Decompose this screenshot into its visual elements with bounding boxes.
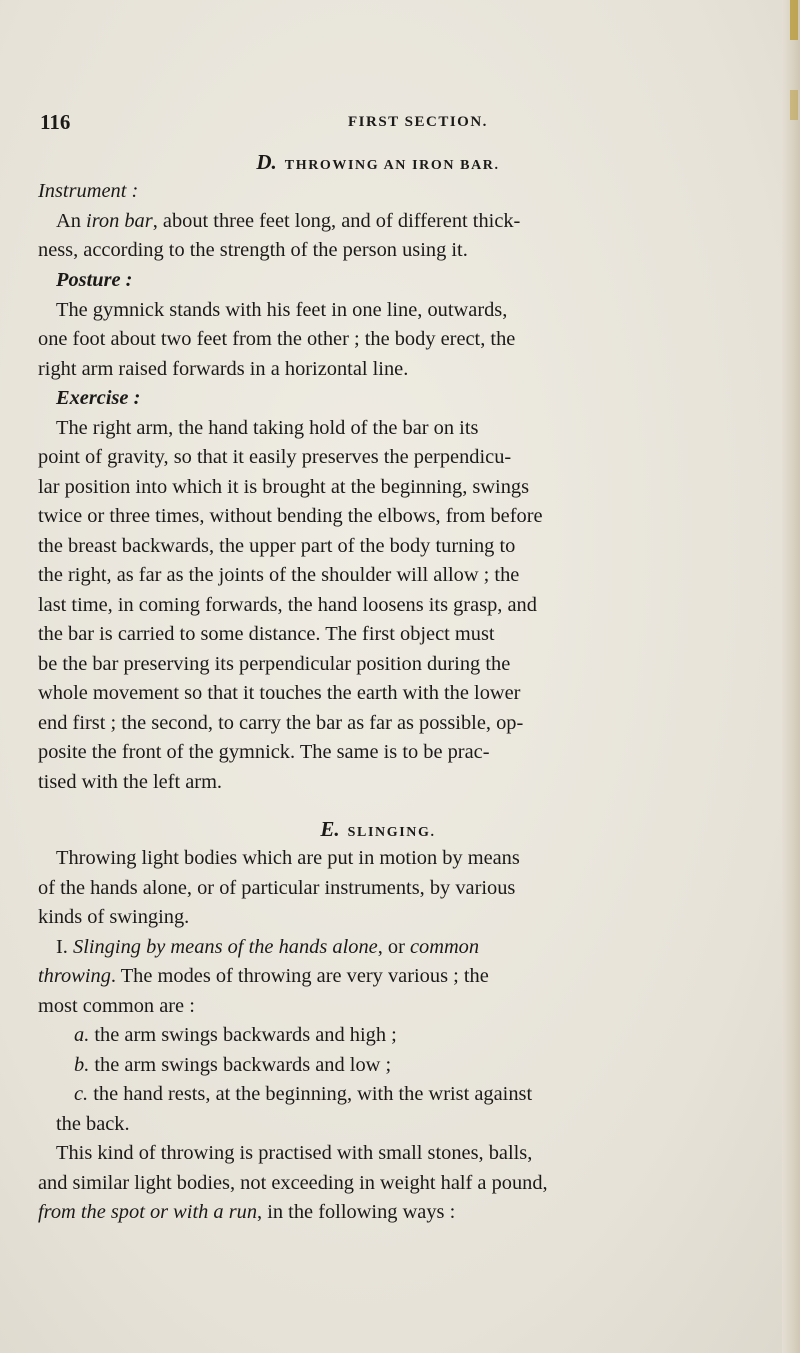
paragraph-line: one foot about two feet from the other ; the body erect, the xyxy=(38,328,516,350)
paragraph-line: An iron bar, about three feet long, and of different thick- xyxy=(56,210,521,232)
paragraph-line: the back. xyxy=(56,1113,130,1135)
paragraph-line: twice or three times, without bending the elbows, from before xyxy=(38,505,543,527)
paragraph-line: last time, in coming forwards, the hand loosens its grasp, and xyxy=(38,594,537,616)
list-item: c. the hand rests, at the beginning, with the wrist against xyxy=(74,1083,533,1105)
edge-stain xyxy=(790,90,798,120)
list-item: b. the arm swings backwards and low ; xyxy=(74,1054,392,1076)
section-heading-d xyxy=(38,148,718,181)
page-header xyxy=(38,110,718,140)
paragraph-line: throwing. The modes of throwing are very various ; the xyxy=(38,965,489,987)
section-title: SLINGING. xyxy=(347,825,436,840)
item-heading-line: I. Slinging by means of the hands alone, or common xyxy=(56,936,480,958)
paragraph-line: tised with the left arm. xyxy=(38,771,223,793)
paragraph-line: This kind of throwing is practised with small stones, balls, xyxy=(56,1142,533,1164)
paragraph-line: point of gravity, so that it easily preserves the perpendicu- xyxy=(38,446,512,468)
edge-stain xyxy=(790,0,798,40)
paragraph-line: be the bar preserving its perpendicular position during the xyxy=(38,653,511,675)
list-item: a. the arm swings backwards and high ; xyxy=(74,1024,397,1046)
exercise-label: Exercise : xyxy=(56,387,141,409)
paragraph-line: Throwing light bodies which are put in motion by means xyxy=(56,847,520,869)
instrument-label: Instrument : xyxy=(38,180,139,202)
posture-label: Posture : xyxy=(56,269,133,291)
section-letter: D. xyxy=(256,150,277,174)
paragraph-line: The right arm, the hand taking hold of the bar on its xyxy=(56,417,479,439)
paragraph-line: the right, as far as the joints of the shoulder will allow ; the xyxy=(38,564,520,586)
paragraph-line: posite the front of the gymnick. The same is to be prac- xyxy=(38,741,490,763)
paragraph-line: of the hands alone, or of particular instruments, by various xyxy=(38,877,516,899)
paragraph-line: most common are : xyxy=(38,995,195,1017)
page-edge xyxy=(782,0,800,1353)
section-title: THROWING AN IRON BAR. xyxy=(284,158,500,173)
paragraph-line: end first ; the second, to carry the bar as far as possible, op- xyxy=(38,712,524,734)
running-head: FIRST SECTION. xyxy=(348,114,488,130)
section-heading-e xyxy=(38,815,718,848)
paragraph-line: and similar light bodies, not exceeding in weight half a pound, xyxy=(38,1172,548,1194)
paragraph-line: the bar is carried to some distance. The first object must xyxy=(38,623,495,645)
paragraph-line: kinds of swinging. xyxy=(38,906,190,928)
section-letter: E. xyxy=(320,817,340,841)
paragraph-line: right arm raised forwards in a horizontal line. xyxy=(38,358,409,380)
paragraph-line: lar position into which it is brought at the beginning, swings xyxy=(38,476,530,498)
paragraph-line: from the spot or with a run, in the following ways : xyxy=(38,1201,456,1223)
paragraph-line: ness, according to the strength of the person using it. xyxy=(38,239,468,261)
page-number: 116 xyxy=(40,110,71,134)
paragraph-line: the breast backwards, the upper part of the body turning to xyxy=(38,535,516,557)
paragraph-line: whole movement so that it touches the earth with the lower xyxy=(38,682,521,704)
paragraph-line: The gymnick stands with his feet in one line, outwards, xyxy=(56,299,508,321)
